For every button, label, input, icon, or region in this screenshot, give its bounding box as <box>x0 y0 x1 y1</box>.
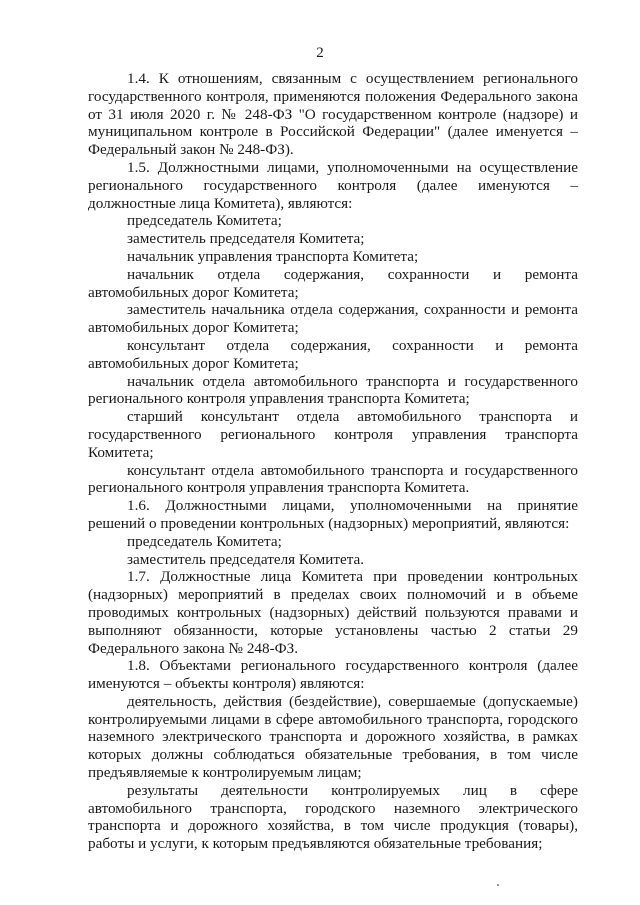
list-item: председатель Комитета; <box>127 532 282 550</box>
document-body <box>88 70 578 853</box>
scan-speck <box>497 884 499 886</box>
list-item: начальник отдела автомобильного транспорта и государственного регионального контроля управления транспорта Комитета; <box>88 372 578 408</box>
list-item: председатель Комитета; <box>127 212 282 230</box>
list-item: старший консультант отдела автомобильного транспорта и государственного регионального контроля управления транспорта Комитета; <box>88 408 578 461</box>
paragraph-1-4: 1.4. К отношениям, связанным с осуществлением регионального государственного контроля, применяются положения Федерального закона от 31 июля 2020 г. № 248-ФЗ "О государственном контроле (надзоре) и муниципальном контроле в Российской Федерации" (далее именуется – Федеральный закон № 248-ФЗ). <box>88 70 578 159</box>
list-item: заместитель начальника отдела содержания, сохранности и ремонта автомобильных дорог Комитета; <box>88 301 578 337</box>
list-item: консультант отдела автомобильного транспорта и государственного регионального контроля управления транспорта Комитета. <box>88 461 578 497</box>
paragraph-1-5: 1.5. Должностными лицами, уполномоченными на осуществление регионального государственного контроля (далее именуются – должностные лица Комитета), являются: <box>88 158 578 212</box>
page-number: 2 <box>316 45 324 61</box>
list-item: консультант отдела содержания, сохранности и ремонта автомобильных дорог Комитета; <box>88 336 578 372</box>
list-item: начальник отдела содержания, сохранности и ремонта автомобильных дорог Комитета; <box>88 265 578 301</box>
list-item: заместитель председателя Комитета. <box>127 550 365 568</box>
paragraph-1-6: 1.6. Должностными лицами, уполномоченными на принятие решений о проведении контрольных (надзорных) мероприятий, являются: <box>88 497 578 532</box>
paragraph-1-7: 1.7. Должностные лица Комитета при проведении контрольных (надзорных) мероприятий в пределах своих полномочий и в объеме проводимых контрольных (надзорных) действий пользуются правами и выполняют обязанности, которые установлены частью 2 статьи 29 Федерального закона № 248-ФЗ. <box>88 568 578 657</box>
list-item: начальник управления транспорта Комитета; <box>127 247 419 265</box>
paragraph-1-8: 1.8. Объектами регионального государственного контроля (далее именуются – объекты контроля) являются: <box>88 657 578 693</box>
list-item: заместитель председателя Комитета; <box>127 230 365 248</box>
list-item: результаты деятельности контролируемых лиц в сфере автомобильного транспорта, городского наземного электрического транспорта и дорожного хозяйства, в том числе продукция (товары), работы и услуги, к которым предъявляются обязательные требования; <box>88 781 578 853</box>
list-item: деятельность, действия (бездействие), совершаемые (допускаемые) контролируемыми лицами в сфере автомобильного транспорта, городского наземного электрического транспорта и дорожного хозяйства, в рамках которых должны соблюдаться обязательные требования, в том числе предъявляемые к контролируемым лицам; <box>88 692 578 782</box>
